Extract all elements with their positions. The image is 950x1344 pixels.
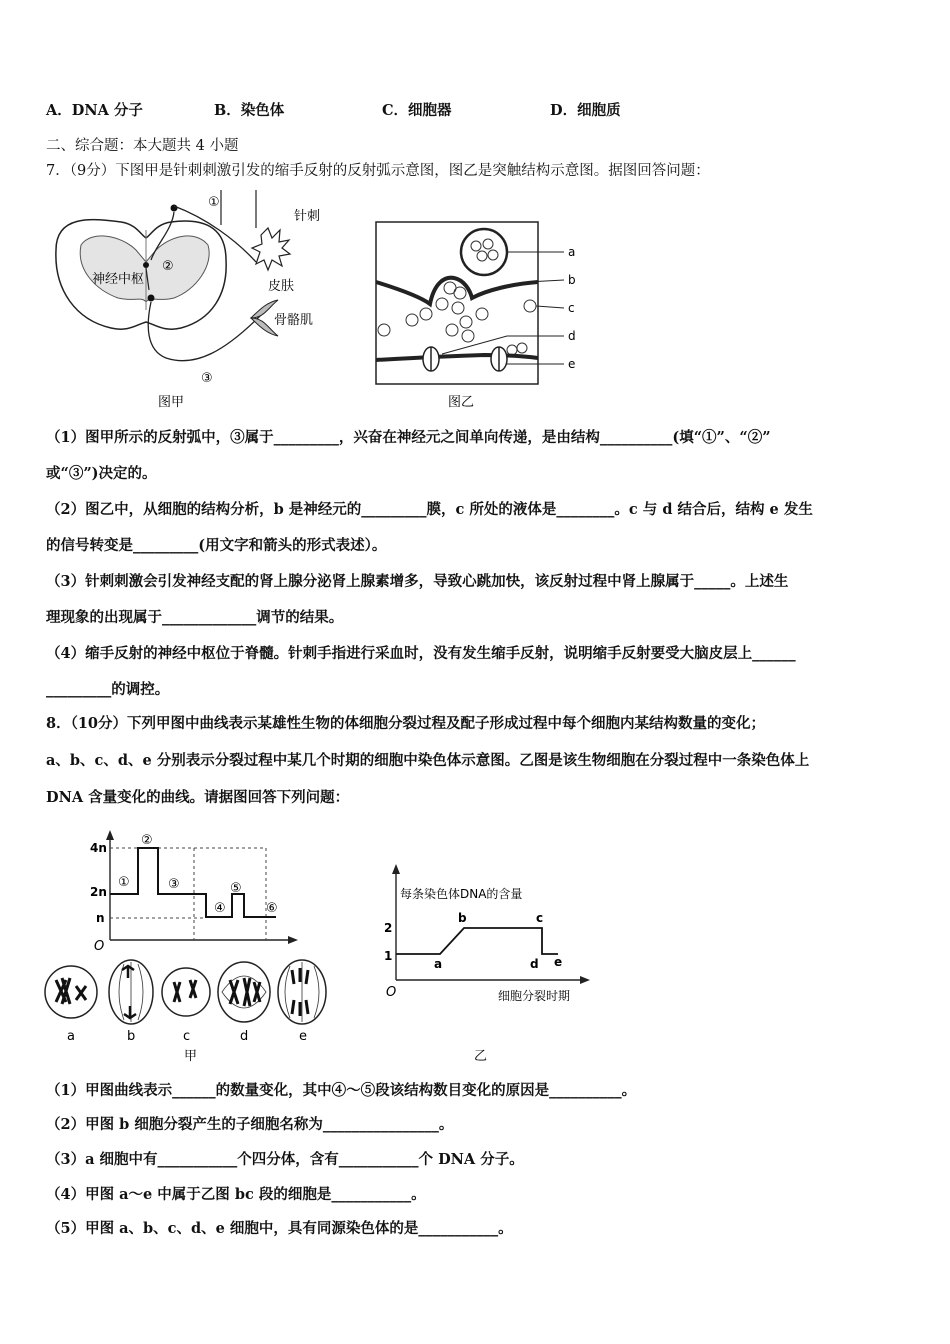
fig-a-n3: ③ [201, 371, 213, 386]
cell-label-a: a [67, 1029, 75, 1044]
jia-ytick-n: n [96, 911, 105, 925]
option-d: D．细胞质 [550, 102, 621, 119]
cell-label-e: e [299, 1029, 307, 1044]
cell-e [278, 960, 326, 1024]
fig-b-label-d: d [568, 329, 576, 343]
yi-point-e: e [554, 955, 563, 969]
fig-a-muscle-label: 骨骼肌 [274, 313, 314, 328]
fig-a-needle-label: 针刺 [294, 209, 321, 224]
q7-p4a: （4）缩手反射的神经中枢位于脊髓。针刺手指进行采血时，没有发生缩手反射，说明缩手反射要受大脑皮层上______ [46, 645, 796, 662]
jia-seg-3: ③ [168, 877, 180, 892]
option-b: B．染色体 [214, 102, 285, 119]
fig-b-label-e: e [568, 357, 576, 371]
fig-b-label-c: c [568, 301, 575, 315]
yi-xlabel: 细胞分裂时期 [498, 989, 571, 1003]
q7-p3a: （3）针刺刺激会引发神经支配的肾上腺分泌肾上腺素增多，导致心跳加快，该反射过程中肾上腺属于_____。上述生 [46, 573, 789, 590]
yi-point-a: a [434, 957, 443, 971]
fig-b-label-b: b [568, 273, 576, 287]
fig-b-label-a: a [568, 245, 576, 259]
fig-a-n1: ① [208, 195, 220, 210]
cell-d [218, 962, 270, 1022]
q7-p1a: （1）图甲所示的反射弧中，③属于_________，兴奋在神经元之间单向传递，是由结构__________(填“①”、“②” [46, 429, 771, 446]
q8-stem-line2: a、b、c、d、e 分别表示分裂过程中某几个时期的细胞中染色体示意图。乙图是该生物细胞在分裂过程中一条染色体上 [46, 752, 810, 769]
answer-options [46, 100, 906, 122]
q7-p2a: （2）图乙中，从细胞的结构分析，b 是神经元的_________膜，c 所处的液体是________。c 与 d 结合后，结构 e 发生 [46, 501, 813, 518]
q8-p1: （1）甲图曲线表示______的数量变化，其中④～⑤段该结构数目变化的原因是__________。 [46, 1082, 637, 1099]
yi-origin: O [386, 985, 397, 1000]
cell-label-c: c [183, 1029, 191, 1044]
fig-a-skin-label: 皮肤 [268, 279, 295, 294]
yi-ytick-1: 1 [384, 949, 393, 963]
yi-point-b: b [458, 911, 467, 925]
q8-figure-yi [372, 856, 602, 1066]
yi-point-d: d [530, 957, 539, 971]
q7-p3b: 理现象的出现属于_____________调节的结果。 [46, 609, 344, 626]
q8-stem-line1: 8．（10分）下列甲图中曲线表示某雄性生物的体细胞分裂过程及配子形成过程中每个细胞内某结构数量的变化； [46, 715, 766, 732]
q7-p2b: 的信号转变是_________(用文字和箭头的形式表述）。 [46, 537, 387, 554]
jia-caption: 甲 [184, 1049, 198, 1064]
jia-seg-5: ⑤ [230, 881, 242, 896]
yi-ytick-2: 2 [384, 921, 393, 935]
yi-dna-curve [396, 928, 558, 954]
section-heading: 二、综合题：本大题共 4 小题 [46, 138, 239, 154]
yi-ylabel: 每条染色体DNA的含量 [400, 887, 523, 901]
q7-stem: 7．（9分）下图甲是针刺刺激引发的缩手反射的反射弧示意图，图乙是突触结构示意图。据图回答问题： [46, 163, 710, 179]
jia-seg-2: ② [141, 833, 153, 848]
q7-p4b: _________的调控。 [46, 681, 170, 698]
jia-count-curve [110, 848, 276, 917]
jia-seg-1: ① [118, 875, 130, 890]
fig-b-caption: 图乙 [448, 395, 475, 410]
reflex-arc-figure [46, 190, 356, 410]
q8-p5: （5）甲图 a、b、c、d、e 细胞中，具有同源染色体的是___________。 [46, 1220, 513, 1237]
option-c: C．细胞器 [382, 102, 452, 119]
jia-ytick-4n: 4n [90, 841, 107, 855]
q8-p4: （4）甲图 a～e 中属于乙图 bc 段的细胞是___________。 [46, 1186, 426, 1203]
cell-a [45, 966, 97, 1018]
jia-origin: O [94, 939, 105, 954]
cell-c [162, 968, 210, 1016]
q8-stem-line3: DNA 含量变化的曲线。请据图回答下列问题： [46, 789, 350, 806]
synapse-figure [372, 218, 602, 408]
yi-point-c: c [536, 911, 544, 925]
option-a: A．DNA 分子 [46, 102, 143, 119]
cell-label-b: b [127, 1029, 136, 1044]
yi-caption: 乙 [474, 1049, 488, 1064]
fig-a-center-label: 神经中枢 [92, 272, 145, 287]
cell-label-d: d [240, 1029, 249, 1044]
q7-p1b: 或“③”)决定的。 [46, 465, 157, 482]
cell-b [109, 960, 153, 1024]
q8-p2: （2）甲图 b 细胞分裂产生的子细胞名称为________________。 [46, 1116, 454, 1133]
fig-a-n2: ② [162, 259, 174, 274]
jia-seg-6: ⑥ [266, 901, 278, 916]
jia-seg-4: ④ [214, 901, 226, 916]
fig-a-caption: 图甲 [158, 395, 185, 410]
jia-ytick-2n: 2n [90, 885, 107, 899]
q8-p3: （3）a 细胞中有___________个四分体，含有___________个 DNA 分子。 [46, 1151, 524, 1168]
q8-figure-jia [44, 828, 344, 1068]
